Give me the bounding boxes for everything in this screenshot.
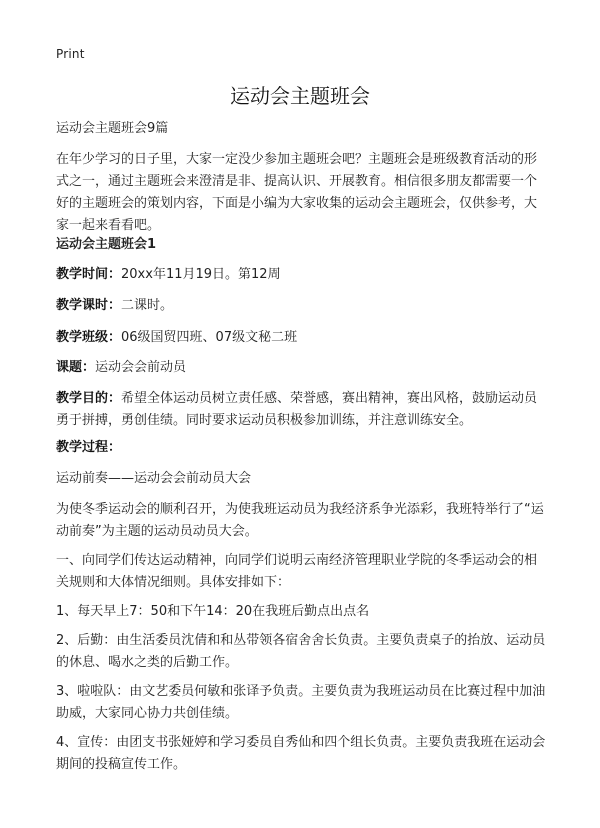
teaching-class-label: 教学班级：	[56, 330, 122, 345]
document-title: 运动会主题班会	[230, 84, 370, 108]
list-item-3: 3、啦啦队：由文艺委员何敏和张译予负责。主要负责为我班运动员在比赛过程中加油助威，大家同心协力共创佳绩。	[56, 684, 546, 721]
teaching-hours-value: 二课时。	[121, 298, 174, 313]
list-item-4: 4、宣传：由团支书张娅婷和学习委员自秀仙和四个组长负责。主要负责我班在运动会期间的投稿宣传工作。	[56, 735, 546, 772]
teaching-process-heading: 教学过程：	[56, 440, 122, 455]
teaching-time-label: 教学时间：	[56, 267, 122, 282]
teaching-goal-value: 希望全体运动员树立责任感、荣誉感，赛出精神，赛出风格，鼓励运动员勇于拼搏，勇创佳绩。同时要求运动员积极参加训练，并注意训练安全。	[56, 391, 538, 428]
teaching-goal-label: 教学目的：	[56, 391, 122, 406]
teaching-time-row	[56, 264, 546, 286]
purpose-paragraph: 为使冬季运动会的顺利召开，为使我班运动员为我经济系争光添彩，我班特举行了“运动前奏”为主题的运动员动员大会。	[56, 502, 544, 539]
intro-paragraph: 在年少学习的日子里，大家一定没少参加主题班会吧？主题班会是班级教育活动的形式之一，通过主题班会来澄清是非、提高认识、开展教育。相信很多朋友都需要一个好的主题班会的策划内容，下面是小编为大家收集的运动会主题班会，仅供参考，大家一起来看看吧。	[56, 152, 538, 233]
topic-value: 运动会会前动员	[95, 360, 187, 375]
teaching-time-value: 20xx年11月19日。第12周	[121, 267, 281, 282]
teaching-hours-label: 教学课时：	[56, 298, 122, 313]
prelude-line: 运动前奏——运动会会前动员大会	[56, 471, 252, 486]
print-link[interactable]: Print	[56, 47, 85, 61]
list-item-2: 2、后勤：由生活委员沈倩和和丛带领各宿舍舍长负责。主要负责桌子的抬放、运动员的休息、喝水之类的后勤工作。	[56, 633, 546, 670]
teaching-goal-row	[56, 388, 546, 432]
teaching-class-value: 06级国贸四班、07级文秘二班	[121, 330, 298, 345]
list-item-1: 1、每天早上7：50和下午14：20在我班后勤点出点名	[56, 604, 370, 619]
document-subtitle: 运动会主题班会9篇	[56, 121, 169, 136]
topic-label: 课题：	[56, 360, 96, 375]
paragraph-one: 一、向同学们传达运动精神，向同学们说明云南经济管理职业学院的冬季运动会的相关规则和大体情况细则。具体安排如下：	[56, 553, 538, 590]
section-heading-1: 运动会主题班会1	[56, 237, 157, 252]
teaching-class-row	[56, 327, 546, 349]
topic-row	[56, 357, 546, 379]
teaching-hours-row	[56, 295, 546, 317]
